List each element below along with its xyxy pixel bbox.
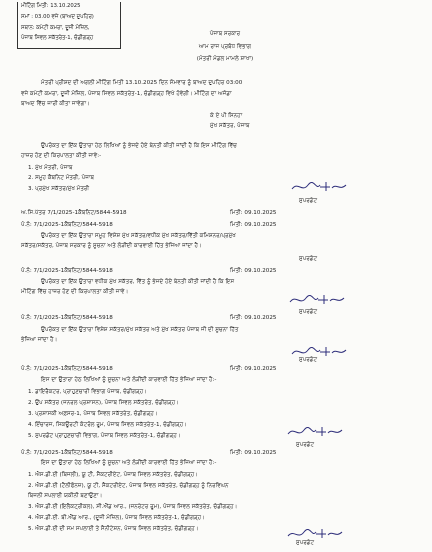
memo6-item-3: 3. ਐਸ.ਡੀ.ਈ (ਇਲੈਕਟ੍ਰੀਕਲ), ਸੀ.ਐੱਡ ਆਰ., (ਜਨਰੇਟਰ ਰੂਮ), ਪੰਜਾਬ ਸਿਵਲ ਸਕੱਤਰੇਤ, ਚੰਡੀਗੜ੍ਹ। xyxy=(28,504,238,510)
meeting-info-box xyxy=(17,2,121,49)
memo6-item-4: 4. ਐਸ.ਡੀ.ਈ. ਬੀ.ਐੱਡ ਆਰ., (ਦੂਜੀ ਮੰਜ਼ਿਲ), ਪੰਜਾਬ ਸਿਵਲ ਸਕੱਤਰੇਤ-1, ਚੰਡੀਗੜ੍ਹ। xyxy=(28,515,205,521)
superintendent-label: ਸੁਪਰਡੰਟ xyxy=(296,540,315,546)
memo5-item-2: 2. ਉਪ ਸਕੱਤਰ (ਜਨਰਲ ਪ੍ਰਸ਼ਾਸਨ), ਪੰਜਾਬ ਸਿਵਲ ਸਕੱਤਰੇਤ, ਚੰਡੀਗੜ੍ਹ। xyxy=(28,400,179,406)
memo2-date: ਮਿਤੀ: 09.10.2025 xyxy=(230,222,277,228)
signer-name: ਕੇ ਏ ਪੀ ਸਿਨਹਾ xyxy=(210,113,243,119)
header-branch: (ਮੰਤਰੀ ਮੰਡਲ ਮਾਮਲੇ ਸ਼ਾਖਾ) xyxy=(196,56,254,62)
intro-line-3: ਬਾਅਦ ਵਿੱਚ ਜਾਰੀ ਕੀਤਾ ਜਾਵੇਗਾ। xyxy=(21,101,90,107)
signature-mark xyxy=(288,292,348,308)
meeting-date: ਮੀਟਿੰਗ ਮਿਤੀ: 13.10.2025 xyxy=(21,3,81,9)
memo3-line-1: ਉਪਰੋਕਤ ਦਾ ਇੱਕ ਉਤਾਰਾ ਵਧੀਕ ਮੁੱਖ ਸਕੱਤਰ, ਵਿੱਤ ਨੂੰ ਭੇਜਦੇ ਹੋਏ ਬੇਨਤੀ ਕੀਤੀ ਜਾਂਦੀ ਹੈ ਕਿ ਇਸ xyxy=(41,279,235,285)
memo4-line-2: ਭੇਜਿਆ ਜਾਂਦਾ ਹੈ। xyxy=(21,337,58,343)
meeting-venue: ਸਥਾਨ: ਕਮੇਟੀ ਕਮਰਾ, ਦੂਜੀ ਮੰਜ਼ਿਲ, xyxy=(21,25,90,31)
memo1-date: ਮਿਤੀ: 09.10.2025 xyxy=(230,210,277,216)
superintendent-label: ਸੁਪਰਡੰਟ xyxy=(299,198,318,204)
signature-mark xyxy=(290,179,350,195)
memo5-date: ਮਿਤੀ: 09.10.2025 xyxy=(230,366,277,372)
memo5-item-1: 1. ਡਾਇਰੈਕਟਰ, ਪ੍ਰਾਹੁਣਚਾਰੀ ਵਿਭਾਗ ਪੰਜਾਬ, ਚੰਡੀਗੜ੍ਹ। xyxy=(28,389,147,395)
memo4-line-1: ਉਪਰੋਕਤ ਦਾ ਇੱਕ ਉਤਾਰਾ ਵਿਸ਼ੇਸ਼ ਸਕੱਤਰ/ਮੁੱਖ ਸਕੱਤਰ ਅਤੇ ਮੁੱਖ ਸਕੱਤਰ ਪੰਜਾਬ ਜੀ ਦੀ ਸੂਚਨਾ ਹਿੱਤ xyxy=(41,327,239,333)
memo5-item-4: 4. ਇੰਚਾਰਜ, ਸਿਕਊਰਟੀ ਕੰਟਰੋਲ ਰੂਮ, ਪੰਜਾਬ ਸਿਵਲ ਸਕੱਤਰੇਤ-1, ਚੰਡੀਗੜ੍ਹ। xyxy=(28,422,187,428)
memo5-reference: ਪੰ.ਨੰ: 7/1/2025-1ਕੈਬਨਿਟ/5844-5918 xyxy=(21,366,113,372)
memo2-line-2: ਸਕੱਤਰ/ਸਕੱਤਰ, ਪੰਜਾਬ ਸਰਕਾਰ ਨੂੰ ਸੂਚਨਾ ਅਤੇ ਲੋੜੀਂਦੀ ਕਾਰਵਾਈ ਹਿੱਤ ਭੇਜਿਆ ਜਾਂਦਾ ਹੈ। xyxy=(21,243,202,249)
intro-line-1: ਮੰਤਰੀ ਪ੍ਰੀਸ਼ਦ ਦੀ ਅਗਲੀ ਮੀਟਿੰਗ ਮਿਤੀ 13.10.2025 ਦਿਨ ਸੋਮਵਾਰ ਨੂੰ ਬਾਅਦ ਦੁਪਹਿਰ 03:00 xyxy=(41,80,243,86)
header-government: ਪੰਜਾਬ ਸਰਕਾਰ xyxy=(209,31,241,37)
memo6-item-1: 1. ਐਸ.ਡੀ.ਈ (ਬਿਜਲੀ), ਯੂ ਟੀ, ਸੈਕਟਰੀਏਟ, ਪੰਜਾਬ ਸਿਵਲ ਸਕੱਤਰੇਤ, ਚੰਡੀਗੜ੍ਹ। xyxy=(28,472,198,478)
memo6-item-5: 5. ਐਸ.ਡੀ.ਈ ਦੀ ਸਮ ਸਪਲਾਈ ਤੇ ਸੈਨੀਟੇਸ਼ਨ, ਪੰਜਾਬ ਸਿਵਲ ਸਕੱਤਰੇਤ, ਚੰਡੀਗੜ੍ਹ। xyxy=(28,526,199,532)
memo2-line-1: ਉਪਰੋਕਤ ਦਾ ਇੱਕ ਉਤਾਰਾ ਸਮੂਹ ਵਿਸ਼ੇਸ਼ ਮੁੱਖ ਸਕੱਤਰ/ਵਧੀਕ ਮੁੱਖ ਸਕੱਤਰ/ਵਿੱਤੀ ਕਮਿਸ਼ਨਰ/ਪ੍ਰਮੁੱਖ xyxy=(41,233,236,239)
copy1-line-1: ਉਪਰੋਕਤ ਦਾ ਇੱਕ ਉਤਾਰਾ ਹੇਠ ਲਿਖਿਆਂ ਨੂੰ ਭੇਜਦੇ ਹੋਏ ਬੇਨਤੀ ਕੀਤੀ ਜਾਂਦੀ ਹੈ ਕਿ ਇਸ ਮੀਟਿੰਗ ਵਿੱਚ xyxy=(41,143,237,149)
copy1-item-2: 2. ਸਮੂਹ ਕੈਬਨਿਟ ਮੰਤਰੀ, ਪੰਜਾਬ xyxy=(28,175,95,181)
copy1-line-2: ਹਾਜ਼ਰ ਹੋਣ ਦੀ ਕਿਰਪਾਲਤਾ ਕੀਤੀ ਜਾਵੇ:- xyxy=(21,153,102,159)
memo2-reference: ਪੰ.ਨੰ: 7/1/2025-1ਕੈਬਨਿਟ/5844-5918 xyxy=(21,222,113,228)
signature-mark xyxy=(286,527,346,541)
signer-title: ਮੁੱਖ ਸਕੱਤਰ, ਪੰਜਾਬ xyxy=(210,123,250,129)
header-department: ਆਮ ਰਾਜ ਪ੍ਰਬੰਧ ਵਿਭਾਗ xyxy=(198,44,252,50)
meeting-time: ਸਮਾਂ : 03.00 ਵਜੇ (ਬਾਅਦ ਦੁਪਹਿਰ) xyxy=(21,14,94,20)
memo3-line-2: ਮੀਟਿੰਗ ਵਿੱਚ ਹਾਜ਼ਰ ਹੋਣ ਦੀ ਕਿਰਪਾਲਤਾ ਕੀਤੀ ਜਾਵੇ। xyxy=(21,289,129,295)
memo4-reference: ਪੰ.ਨੰ: 7/1/2025-1ਕੈਬਨਿਟ/5844-5918 xyxy=(21,315,113,321)
superintendent-label: ਸੁਪਰਡੰਟ xyxy=(299,357,318,363)
copy1-item-1: 1. ਮੁੱਖ ਮੰਤਰੀ, ਪੰਜਾਬ xyxy=(28,165,73,171)
memo5-item-3: 3. ਪ੍ਰਸ਼ਾਸਕੀ ਅਫ਼ਸਰ-1, ਪੰਜਾਬ ਸਿਵਲ ਸਕੱਤਰੇਤ, ਚੰਡੀਗੜ੍ਹ। xyxy=(28,411,158,417)
memo5-item-5: 5. ਸੁਪਰਡੰਟ ਪ੍ਰਾਹੁਣਚਾਰੀ ਵਿਭਾਗ, ਪੰਜਾਬ ਸਿਵਲ ਸਕੱਤਰੇਤ-1, ਚੰਡੀਗੜ੍ਹ। xyxy=(28,433,181,439)
memo1-reference: ਅ.ਸਿ.ਪੱਤਰ 7/1/2025-1ਕੈਬਨਿਟ/5844-5918 xyxy=(21,210,127,216)
memo3-reference: ਪੰ.ਨੰ: 7/1/2025-1ਕੈਬਨਿਟ/5844-5918 xyxy=(21,268,113,274)
memo6-reference: ਪੰ.ਨੰ: 7/1/2025-1ਕੈਬਨਿਟ/5844-5918 xyxy=(21,450,113,456)
memo4-date: ਮਿਤੀ: 09.10.2025 xyxy=(230,315,277,321)
superintendent-label: ਸੁਪਰਡੰਟ xyxy=(299,309,318,315)
copy1-item-3: 3. ਪ੍ਰਮੁੱਖ ਸਕੱਤਰ/ਮੁੱਖ ਮੰਤਰੀ xyxy=(28,186,90,192)
memo6-item-2: 2. ਐਸ.ਡੀ.ਈ (ਟੈਲੀਫੋਨਜ਼), ਯੂ ਟੀ, ਸੈਕਟਰੀਏਟ, ਪੰਜਾਬ ਸਿਵਲ ਸਕੱਤਰੇਤ, ਚੰਡੀਗੜ੍ਹ ਨੂੰ ਨਿਰਵਿਘਨ xyxy=(28,483,229,489)
memo5-line-1: ਇਸ ਦਾ ਉਤਾਰਾ ਹੇਠ ਲਿਖਿਆਂ ਨੂੰ ਸੂਚਨਾ ਅਤੇ ਲੋੜੀਂਦੀ ਕਾਰਵਾਈ ਹਿੱਤ ਭੇਜਿਆ ਜਾਂਦਾ ਹੈ:- xyxy=(41,377,217,383)
meeting-venue-line2: ਪੰਜਾਬ ਸਿਵਲ ਸਕੱਤਰੇਤ-1, ਚੰਡੀਗੜ੍ਹ xyxy=(21,35,94,41)
signature-mark xyxy=(286,424,346,440)
memo6-line-1: ਇਸ ਦਾ ਉਤਾਰਾ ਹੇਠ ਲਿਖਿਆਂ ਨੂੰ ਸੂਚਨਾ ਅਤੇ ਲੋੜੀਂਦੀ ਕਾਰਵਾਈ ਹਿੱਤ ਭੇਜਿਆ ਜਾਂਦਾ ਹੈ:- xyxy=(41,460,217,466)
superintendent-label: ਸੁਪਰਡੰਟ xyxy=(299,256,318,262)
memo3-date: ਮਿਤੀ: 09.10.2025 xyxy=(230,268,277,274)
superintendent-label: ਸੁਪਰਡੰਟ xyxy=(296,442,315,448)
intro-line-2: ਵਜੇ ਕਮੇਟੀ ਕਮਰਾ, ਦੂਜੀ ਮੰਜ਼ਿਲ, ਪੰਜਾਬ ਸਿਵਲ ਸਕੱਤਰੇਤ-1, ਚੰਡੀਗੜ੍ਹ ਵਿਖੇ ਹੋਵੇਗੀ। ਮੀਟਿੰਗ ਦਾ ਅਜੰਡਾ xyxy=(21,91,232,97)
memo6-date: ਮਿਤੀ: 09.10.2025 xyxy=(230,450,277,456)
memo6-item-2-cont: ਬਿਜਲੀ ਸਪਲਾਈ ਯਕੀਨੀ ਬਣਾਉਣਾ। xyxy=(28,493,103,499)
